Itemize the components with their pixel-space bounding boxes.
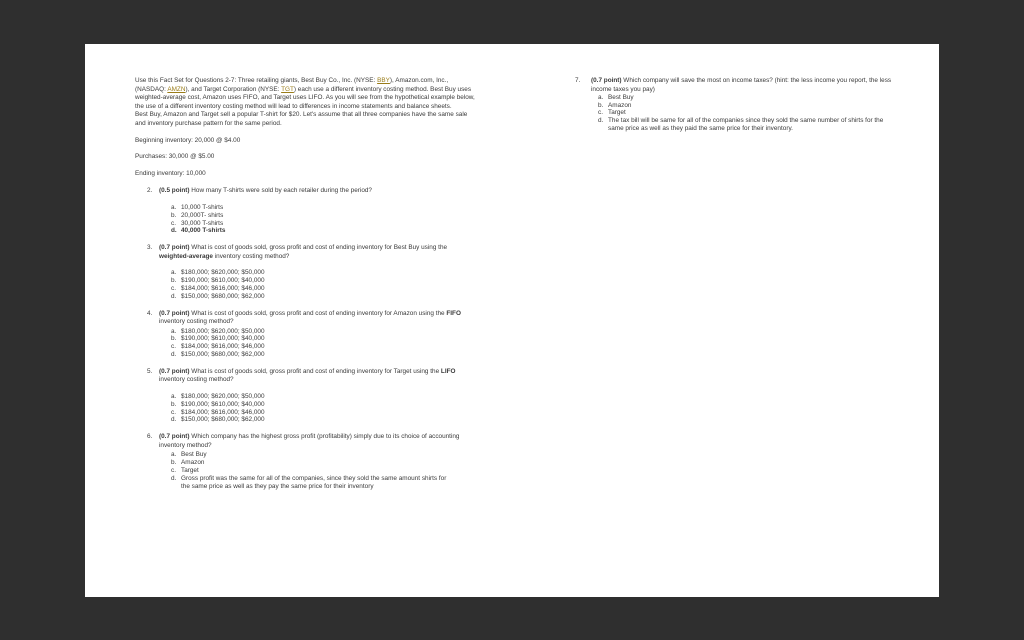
option-c[interactable]: c. Target <box>171 467 199 475</box>
option-b[interactable]: b. 20,000T- shirts <box>171 211 224 219</box>
intro-paragraph: Use this Fact Set for Questions 2-7: Three retailing giants, Best Buy Co., Inc. (NYSE: BBY), Amazon.com, Inc., (NASDAQ: AMZN), and Target Corporation (NYSE: TGT) each use a different inventory costing method. Best Buy uses weighted-average cost, Amazon uses FIFO, and Target uses LIFO. As you will see from the hypothetical example below, the use of a different inventory costing method will lead to differences in income statements and balance sheets. <box>135 77 475 110</box>
option-c[interactable]: c. 30,000 T-shirts <box>171 219 224 227</box>
question-7-options <box>598 94 895 132</box>
option-c[interactable]: c. $184,000; $616,000; $46,000 <box>171 343 265 351</box>
ending-inventory: Ending inventory: 10,000 <box>135 169 206 177</box>
option-a[interactable]: a. 10,000 T-shirts <box>171 203 224 211</box>
question-5-options <box>171 393 475 424</box>
question-3-options <box>171 269 475 300</box>
option-b[interactable]: b. Amazon <box>598 101 632 109</box>
question-7: 7. (0.7 point) Which company will save the most on income taxes? (hint: the less income you report, the less income taxes you pay) <box>575 77 892 93</box>
right-column <box>575 77 895 132</box>
question-4: 4. (0.7 point) What is cost of goods sold, gross profit and cost of ending inventory for Amazon using the FIFO inventory costing method? <box>147 309 461 326</box>
option-c[interactable]: c. Target <box>598 109 626 117</box>
option-d[interactable]: d. $150,000; $680,000; $62,000 <box>171 351 265 359</box>
amzn-link[interactable]: AMZN <box>167 85 186 93</box>
option-a[interactable]: a. Best Buy <box>171 451 207 459</box>
option-c[interactable]: c. $184,000; $616,000; $46,000 <box>171 284 265 292</box>
option-a[interactable]: a. $180,000; $620,000; $50,000 <box>171 393 265 401</box>
option-d[interactable]: d. Gross profit was the same for all of the companies, since they sold the same amount shirts for the same price as well as they pay the same price for their inventory <box>171 474 447 490</box>
option-b[interactable]: b. $190,000; $610,000; $40,000 <box>171 277 265 285</box>
option-d[interactable]: d. The tax bill will be same for all of the companies since they sold the same number of shirts for the same price as well as they paid the same price for their inventory. <box>598 116 884 132</box>
question-2-options <box>171 204 475 235</box>
option-a[interactable]: a. $180,000; $620,000; $50,000 <box>171 327 265 335</box>
beginning-inventory: Beginning inventory: 20,000 @ $4.00 <box>135 136 241 144</box>
option-a[interactable]: a. $180,000; $620,000; $50,000 <box>171 269 265 277</box>
question-2: 2. (0.5 point) How many T-shirts were sold by each retailer during the period? <box>147 187 372 195</box>
option-c[interactable]: c. $184,000; $616,000; $46,000 <box>171 408 265 416</box>
option-d[interactable]: d. $150,000; $680,000; $62,000 <box>171 292 265 300</box>
option-b[interactable]: b. $190,000; $610,000; $40,000 <box>171 400 265 408</box>
option-d[interactable]: d. $150,000; $680,000; $62,000 <box>171 416 265 424</box>
bby-link[interactable]: BBY <box>377 77 390 84</box>
document-page <box>85 44 939 597</box>
question-4-options <box>171 328 475 359</box>
option-d[interactable]: d. 40,000 T-shirts <box>171 227 226 235</box>
tgt-link[interactable]: TGT <box>281 85 294 93</box>
question-6-options <box>171 451 451 490</box>
option-b[interactable]: b. $190,000; $610,000; $40,000 <box>171 335 265 343</box>
question-6: 6. (0.7 point) Which company has the highest gross profit (profitability) simply due to its choice of accounting inventory method? <box>147 433 460 449</box>
option-a[interactable]: a. Best Buy <box>598 94 634 102</box>
question-3: 3. (0.7 point) What is cost of goods sold, gross profit and cost of ending inventory for Best Buy using the weighted-average inventory costing method? <box>147 244 448 260</box>
intro-paragraph-2: Best Buy, Amazon and Target sell a popular T-shirt for $20. Let's assume that all three companies have the same sale and inventory purchase pattern for the same period. <box>135 111 468 127</box>
purchases: Purchases: 30,000 @ $5.00 <box>135 153 215 161</box>
question-5: 5. (0.7 point) What is cost of goods sold, gross profit and cost of ending inventory for Target using the LIFO inventory costing method? <box>147 367 456 384</box>
option-b[interactable]: b. Amazon <box>171 459 205 467</box>
left-column <box>135 77 475 490</box>
